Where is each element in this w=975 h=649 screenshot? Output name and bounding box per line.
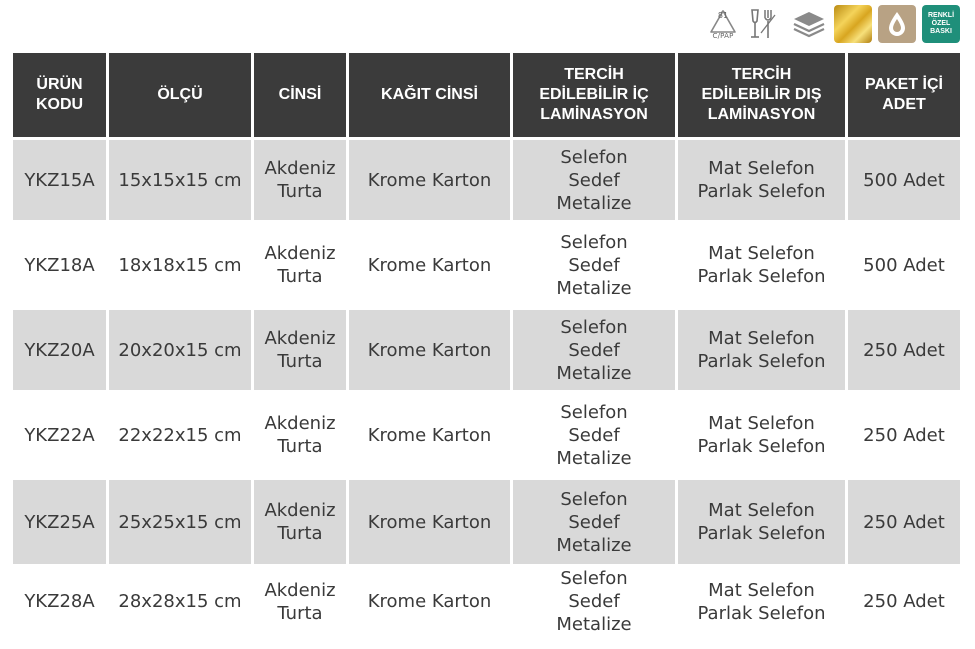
cell-kagit-cinsi: Krome Karton	[349, 393, 510, 477]
cell-urun-kodu: YKZ25A	[13, 480, 106, 564]
cell-cinsi-line: Turta	[277, 181, 323, 202]
cell-olcu: 22x22x15 cm	[109, 393, 251, 477]
cell-cinsi-line: Turta	[277, 523, 323, 544]
cell-cinsi-line: Turta	[277, 602, 323, 624]
cell-olcu: 25x25x15 cm	[109, 480, 251, 564]
cell-dis-laminasyon-line: Parlak Selefon	[697, 436, 826, 457]
cell-cinsi-line: Turta	[277, 436, 323, 457]
cell-dis-laminasyon	[678, 140, 845, 220]
cell-cinsi	[254, 310, 346, 390]
feature-icons	[706, 3, 960, 45]
cell-paket-adet: 250 Adet	[848, 567, 960, 636]
cell-cinsi-line: Turta	[277, 266, 323, 287]
badge-line-1: RENKLİ	[927, 12, 955, 19]
layers-icon	[790, 5, 828, 43]
table-row	[13, 393, 960, 477]
cell-ic-laminasyon-line: Sedef	[568, 511, 620, 533]
cell-paket-adet: 250 Adet	[848, 310, 960, 390]
cell-paket-adet: 500 Adet	[848, 140, 960, 220]
cell-cinsi-line: Akdeniz	[264, 579, 336, 601]
cell-dis-laminasyon-line: Mat Selefon	[708, 413, 815, 434]
cell-cinsi-line: Akdeniz	[264, 328, 336, 349]
header-ic-laminasyon: TERCİH EDİLEBİLİR İÇ LAMİNASYON	[513, 53, 675, 137]
cell-olcu: 15x15x15 cm	[109, 140, 251, 220]
cell-kagit-cinsi: Krome Karton	[349, 480, 510, 564]
cell-cinsi-line: Akdeniz	[264, 413, 336, 434]
cell-kagit-cinsi: Krome Karton	[349, 567, 510, 636]
cell-urun-kodu: YKZ18A	[13, 223, 106, 307]
cell-urun-kodu: YKZ15A	[13, 140, 106, 220]
cell-cinsi-line: Turta	[277, 351, 323, 372]
header-paket-ici-adet: PAKET İÇİ ADET	[848, 53, 960, 137]
cell-dis-laminasyon	[678, 310, 845, 390]
cell-urun-kodu: YKZ22A	[13, 393, 106, 477]
cell-dis-laminasyon-line: Mat Selefon	[708, 579, 815, 601]
recycle-icon	[706, 5, 740, 43]
cell-cinsi-line: Akdeniz	[264, 243, 336, 264]
cell-cinsi	[254, 393, 346, 477]
cell-ic-laminasyon-line: Metalize	[556, 277, 632, 299]
cell-ic-laminasyon-line: Metalize	[556, 362, 632, 384]
recycle-number: 81	[717, 10, 729, 20]
cell-ic-laminasyon-line: Metalize	[556, 192, 632, 214]
gold-foil-icon	[834, 5, 872, 43]
cell-kagit-cinsi: Krome Karton	[349, 310, 510, 390]
cell-ic-laminasyon-line: Metalize	[556, 534, 632, 556]
cell-cinsi	[254, 140, 346, 220]
badge-line-2: ÖZEL	[931, 20, 951, 27]
header-cinsi: CİNSİ	[254, 53, 346, 137]
cell-paket-adet: 250 Adet	[848, 393, 960, 477]
cell-dis-laminasyon-line: Parlak Selefon	[697, 523, 826, 544]
cell-ic-laminasyon-line: Sedef	[568, 339, 620, 361]
cell-olcu: 18x18x15 cm	[109, 223, 251, 307]
header-dis-laminasyon: TERCİH EDİLEBİLİR DIŞ LAMİNASYON	[678, 53, 845, 137]
cell-dis-laminasyon-line: Parlak Selefon	[697, 602, 826, 624]
cell-olcu: 20x20x15 cm	[109, 310, 251, 390]
cell-ic-laminasyon-line: Metalize	[556, 614, 632, 635]
cell-ic-laminasyon	[513, 140, 675, 220]
cell-ic-laminasyon	[513, 393, 675, 477]
cell-dis-laminasyon-line: Mat Selefon	[708, 328, 815, 349]
cell-ic-laminasyon-line: Sedef	[568, 591, 620, 612]
cell-kagit-cinsi: Krome Karton	[349, 223, 510, 307]
table-row	[13, 567, 960, 636]
cell-dis-laminasyon-line: Mat Selefon	[708, 500, 815, 521]
cell-cinsi	[254, 567, 346, 636]
cell-dis-laminasyon	[678, 480, 845, 564]
cell-ic-laminasyon	[513, 223, 675, 307]
table-row	[13, 140, 960, 220]
cell-ic-laminasyon-line: Selefon	[560, 146, 628, 168]
cell-ic-laminasyon	[513, 310, 675, 390]
cell-urun-kodu: YKZ28A	[13, 567, 106, 636]
table-row	[13, 480, 960, 564]
recycle-code: C/PAP	[712, 31, 734, 40]
cell-urun-kodu: YKZ20A	[13, 310, 106, 390]
cell-dis-laminasyon-line: Parlak Selefon	[697, 351, 826, 372]
cell-ic-laminasyon	[513, 567, 675, 636]
cell-cinsi-line: Akdeniz	[264, 500, 336, 521]
cell-ic-laminasyon-line: Selefon	[560, 568, 628, 589]
renkli-ozel-baski-badge	[922, 5, 960, 43]
header-urun-kodu: ÜRÜN KODU	[13, 53, 106, 137]
table-header-row	[13, 53, 960, 137]
cell-cinsi-line: Akdeniz	[264, 158, 336, 179]
cell-ic-laminasyon-line: Selefon	[560, 231, 628, 253]
header-kagit-cinsi: KAĞIT CİNSİ	[349, 53, 510, 137]
table-row	[13, 310, 960, 390]
cell-kagit-cinsi: Krome Karton	[349, 140, 510, 220]
table-row	[13, 223, 960, 307]
cell-ic-laminasyon-line: Selefon	[560, 316, 628, 338]
cell-dis-laminasyon	[678, 567, 845, 636]
cell-paket-adet: 250 Adet	[848, 480, 960, 564]
cell-dis-laminasyon-line: Mat Selefon	[708, 243, 815, 264]
header-olcu: ÖLÇÜ	[109, 53, 251, 137]
cell-ic-laminasyon-line: Selefon	[560, 401, 628, 423]
cell-dis-laminasyon-line: Parlak Selefon	[697, 181, 826, 202]
cell-ic-laminasyon	[513, 480, 675, 564]
cell-paket-adet: 500 Adet	[848, 223, 960, 307]
water-drop-icon	[878, 5, 916, 43]
product-spec-table	[10, 50, 963, 639]
cell-ic-laminasyon-line: Metalize	[556, 447, 632, 469]
badge-line-3: BASKI	[930, 28, 952, 35]
cell-dis-laminasyon	[678, 223, 845, 307]
cell-dis-laminasyon-line: Mat Selefon	[708, 158, 815, 179]
cell-ic-laminasyon-line: Sedef	[568, 254, 620, 276]
cell-ic-laminasyon-line: Selefon	[560, 488, 628, 510]
cell-olcu: 28x28x15 cm	[109, 567, 251, 636]
cell-cinsi	[254, 480, 346, 564]
food-safe-icon	[746, 5, 784, 43]
cell-cinsi	[254, 223, 346, 307]
cell-ic-laminasyon-line: Sedef	[568, 169, 620, 191]
cell-dis-laminasyon	[678, 393, 845, 477]
cell-ic-laminasyon-line: Sedef	[568, 424, 620, 446]
cell-dis-laminasyon-line: Parlak Selefon	[697, 266, 826, 287]
